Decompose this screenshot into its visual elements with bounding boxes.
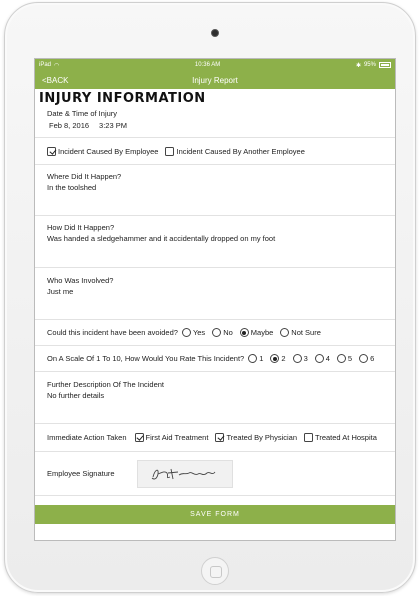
scale-option-6[interactable] [359, 354, 374, 363]
bluetooth-icon: ✱ [355, 62, 361, 69]
caused-by-employee-label: Incident Caused By Employee [58, 146, 159, 156]
form-content[interactable] [35, 89, 395, 524]
avoided-no-label: No [223, 328, 233, 337]
scale-option-label: 4 [325, 354, 330, 363]
avoided-no[interactable] [212, 328, 233, 337]
scale-option-1[interactable] [248, 354, 263, 363]
scale-option-label: 2 [281, 354, 286, 363]
status-time: 10:36 AM [194, 62, 221, 68]
form-title: INJURY INFORMATION [39, 91, 206, 106]
signature-drawing [145, 463, 225, 485]
where-label: Where Did It Happen? [47, 172, 122, 181]
ipad-frame [4, 2, 416, 593]
caused-by-row [35, 137, 395, 164]
where-field[interactable] [35, 164, 395, 215]
battery-percent: 95% [363, 62, 376, 68]
scale-label: On A Scale Of 1 To 10, How Would You Rate This Incident? [47, 354, 245, 363]
action-physician[interactable] [215, 433, 297, 442]
signature-pad[interactable] [137, 460, 233, 488]
action-label: Immediate Action Taken [47, 433, 127, 442]
injury-time[interactable]: 3:23 PM [99, 121, 127, 130]
checkbox-icon[interactable] [135, 433, 144, 442]
datetime-label: Date & Time of Injury [47, 109, 118, 118]
further-field[interactable] [35, 371, 395, 423]
checkbox-icon[interactable] [165, 147, 174, 156]
datetime-section [35, 106, 395, 130]
checkbox-icon[interactable] [215, 433, 224, 442]
scale-option-label: 3 [303, 354, 308, 363]
home-button[interactable] [201, 557, 229, 585]
action-hospital-label: Treated At Hospita [315, 433, 377, 442]
app-screen [34, 58, 396, 541]
who-field[interactable] [35, 267, 395, 319]
radio-icon[interactable] [240, 328, 249, 337]
action-hospital[interactable] [304, 433, 377, 442]
radio-icon[interactable] [359, 354, 368, 363]
radio-icon[interactable] [337, 354, 346, 363]
how-value[interactable]: Was handed a sledgehammer and it accidentally dropped on my foot [47, 234, 276, 243]
radio-icon[interactable] [248, 354, 257, 363]
how-label: How Did It Happen? [47, 223, 115, 232]
injury-date[interactable]: Feb 8, 2016 [49, 121, 90, 130]
radio-icon[interactable] [212, 328, 221, 337]
avoided-maybe-label: Maybe [250, 328, 274, 337]
camera-icon [211, 29, 219, 37]
checkbox-icon[interactable] [47, 147, 56, 156]
who-value[interactable]: Just me [47, 287, 74, 296]
how-field[interactable] [35, 215, 395, 267]
scale-option-label: 5 [347, 354, 353, 363]
radio-icon[interactable] [293, 354, 302, 363]
scale-option-label: 6 [370, 354, 375, 363]
caused-by-employee-option[interactable] [47, 147, 158, 156]
action-physician-label: Treated By Physician [226, 433, 298, 442]
avoided-yes[interactable] [182, 328, 205, 337]
avoided-maybe[interactable] [240, 328, 274, 337]
avoided-yes-label: Yes [192, 328, 206, 337]
nav-bar [35, 71, 395, 89]
nav-title: Injury Report [192, 75, 238, 85]
battery-icon [379, 62, 391, 68]
device-label: iPad [39, 62, 52, 68]
wifi-icon: ◠ [54, 62, 60, 69]
back-button[interactable]: <BACK [42, 75, 69, 85]
avoided-not-sure-label: Not Sure [291, 328, 321, 337]
further-value[interactable]: No further details [47, 391, 105, 400]
action-row [35, 423, 395, 451]
avoided-label: Could this incident have been avoided? [47, 328, 178, 337]
radio-icon[interactable] [280, 328, 289, 337]
avoided-not-sure[interactable] [280, 328, 321, 337]
signature-label: Employee Signature [47, 469, 115, 478]
radio-icon[interactable] [315, 354, 324, 363]
action-first-aid-label: First Aid Treatment [145, 433, 209, 442]
checkbox-icon[interactable] [304, 433, 313, 442]
scale-option-label: 1 [259, 354, 264, 363]
where-value[interactable]: In the toolshed [47, 183, 97, 192]
save-form-button[interactable]: SAVE FORM [35, 505, 395, 524]
caused-by-other-option[interactable] [165, 147, 304, 156]
scale-option-5[interactable] [337, 354, 352, 363]
caused-by-other-label: Incident Caused By Another Employee [176, 146, 305, 156]
scale-option-4[interactable] [315, 354, 330, 363]
radio-icon[interactable] [182, 328, 191, 337]
scale-row [35, 345, 395, 371]
signature-row [35, 451, 395, 495]
radio-icon[interactable] [270, 354, 279, 363]
action-first-aid[interactable] [135, 433, 209, 442]
avoided-row [35, 319, 395, 345]
status-bar [35, 59, 395, 71]
who-label: Who Was Involved? [47, 276, 114, 285]
further-label: Further Description Of The Incident [47, 380, 164, 389]
scale-option-3[interactable] [293, 354, 308, 363]
scale-option-2[interactable] [270, 354, 285, 363]
